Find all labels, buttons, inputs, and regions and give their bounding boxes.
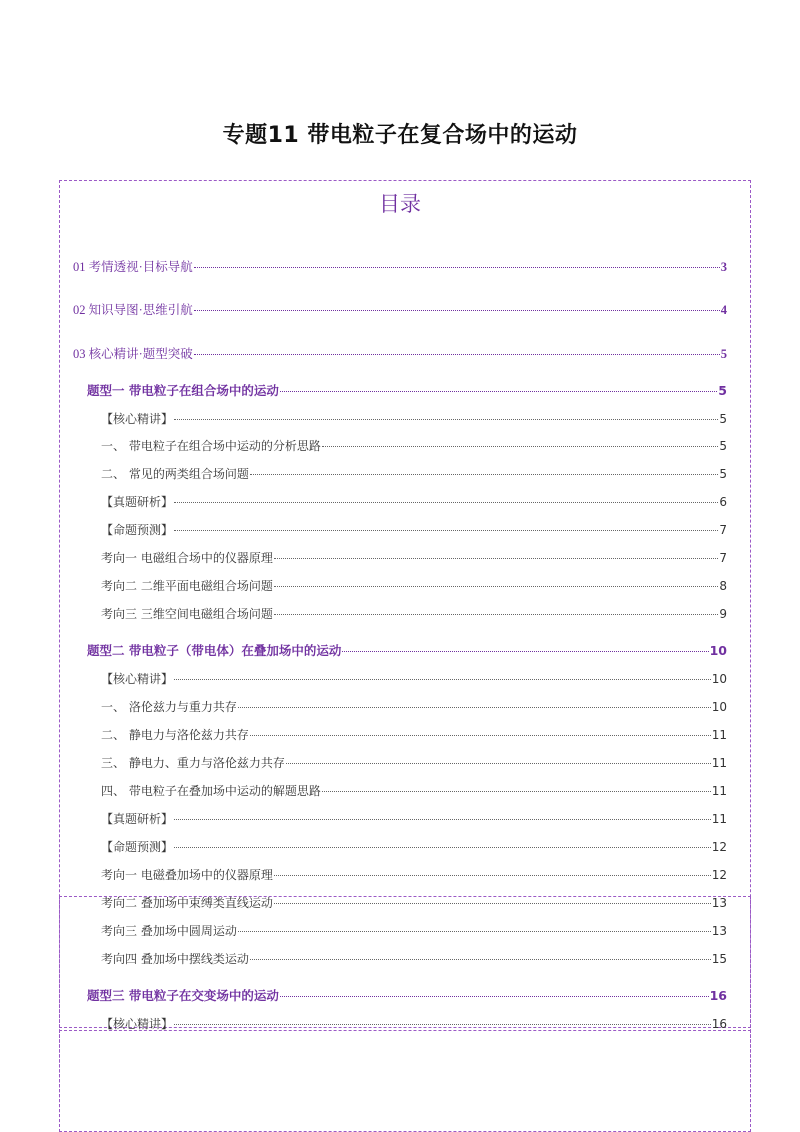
toc-entry-label: 二、 静电力与洛伦兹力共存 <box>101 728 249 742</box>
leader-dots <box>274 903 711 904</box>
toc-entry-page: 5 <box>719 467 727 481</box>
toc-entry-page: 7 <box>719 523 727 537</box>
leader-dots <box>194 310 720 311</box>
leader-dots <box>250 474 719 475</box>
toc-entry-page: 6 <box>719 495 727 509</box>
leader-dots <box>274 558 719 559</box>
toc-entry-page: 11 <box>711 756 727 770</box>
leader-dots <box>280 391 717 392</box>
leader-dots <box>274 614 719 615</box>
toc-entry-label: 考向二 二维平面电磁组合场问题 <box>101 579 273 593</box>
toc-entry-label: 三、 静电力、重力与洛伦兹力共存 <box>101 756 285 770</box>
toc-entry-core-lecture[interactable] <box>101 410 727 427</box>
toc-entry-page: 16 <box>709 988 727 1003</box>
toc-entry-direction[interactable] <box>101 577 727 594</box>
toc-entry-page: 11 <box>711 728 727 742</box>
toc-entry-label: 考向一 电磁组合场中的仪器原理 <box>101 551 273 565</box>
leader-dots <box>194 267 720 268</box>
toc-entry-topic-1[interactable] <box>87 381 727 399</box>
toc-entry-label: 考向一 电磁叠加场中的仪器原理 <box>101 868 273 882</box>
toc-entry-label: 【核心精讲】 <box>101 672 174 686</box>
toc-entry-prediction[interactable] <box>101 838 727 855</box>
toc-entry-label: 【真题研析】 <box>101 495 174 509</box>
toc-entry-label: 【命题预测】 <box>101 840 174 854</box>
toc-entry-page: 3 <box>720 260 727 274</box>
toc-entry-core-lecture[interactable] <box>101 670 727 687</box>
document-title: 专题11 带电粒子在复合场中的运动 <box>222 123 578 148</box>
toc-entry-label: 考向三 三维空间电磁组合场问题 <box>101 607 273 621</box>
leader-dots <box>286 763 711 764</box>
leader-dots <box>274 875 711 876</box>
toc-entry-page: 12 <box>711 868 727 882</box>
toc-entry-page: 5 <box>718 383 727 398</box>
toc-entry-direction[interactable] <box>101 866 727 883</box>
toc-entry-label: 02 知识导图·思维引航 <box>73 303 193 317</box>
toc-entry-label: 【核心精讲】 <box>101 1017 174 1031</box>
toc-entry-label: 一、 洛伦兹力与重力共存 <box>101 700 237 714</box>
toc-entry-page: 5 <box>719 412 727 426</box>
toc-entry-prediction[interactable] <box>101 521 727 538</box>
leader-dots <box>174 679 711 680</box>
leader-dots <box>274 586 719 587</box>
leader-dots <box>280 996 709 997</box>
toc-entry-page: 5 <box>720 347 727 361</box>
toc-entry-section-03[interactable] <box>73 344 727 362</box>
toc-entry-item[interactable] <box>101 437 727 454</box>
toc-entry-direction[interactable] <box>101 922 727 939</box>
toc-entry-label: 题型一 带电粒子在组合场中的运动 <box>87 383 279 398</box>
toc-heading: 目录 <box>379 192 421 216</box>
toc-entry-label: 考向四 叠加场中摆线类运动 <box>101 952 249 966</box>
leader-dots <box>174 847 711 848</box>
toc-entry-section-02[interactable] <box>73 300 727 318</box>
toc-entry-item[interactable] <box>101 465 727 482</box>
leader-dots <box>238 707 711 708</box>
toc-entry-page: 11 <box>711 812 727 826</box>
toc-entry-direction[interactable] <box>101 549 727 566</box>
toc-entry-page: 13 <box>711 924 727 938</box>
leader-dots <box>174 419 718 420</box>
leader-dots <box>174 530 718 531</box>
toc-entry-label: 【命题预测】 <box>101 523 174 537</box>
toc-entry-direction[interactable] <box>101 950 727 967</box>
toc-entry-direction[interactable] <box>101 605 727 622</box>
leader-dots <box>250 959 711 960</box>
toc-entry-page: 5 <box>719 439 727 453</box>
leader-dots <box>174 819 711 820</box>
toc-entry-page: 7 <box>719 551 727 565</box>
toc-entry-page: 9 <box>719 607 727 621</box>
toc-entry-page: 10 <box>711 672 727 686</box>
toc-entry-label: 01 考情透视·目标导航 <box>73 260 193 274</box>
toc-entry-label: 四、 带电粒子在叠加场中运动的解题思路 <box>101 784 321 798</box>
toc-entry-label: 【真题研析】 <box>101 812 174 826</box>
toc-entry-label: 考向三 叠加场中圆周运动 <box>101 924 237 938</box>
toc-entry-exam-analysis[interactable] <box>101 810 727 827</box>
toc-entry-label: 题型二 带电粒子（带电体）在叠加场中的运动 <box>87 643 342 658</box>
toc-entry-core-lecture[interactable] <box>101 1015 727 1032</box>
toc-entry-page: 13 <box>711 896 727 910</box>
toc-entry-label: 一、 带电粒子在组合场中运动的分析思路 <box>101 439 321 453</box>
toc-entry-topic-2[interactable] <box>87 641 727 659</box>
leader-dots <box>174 1024 711 1025</box>
toc-entry-direction[interactable] <box>101 894 727 911</box>
toc-entry-page: 8 <box>719 579 727 593</box>
toc-entry-label: 03 核心精讲·题型突破 <box>73 347 193 361</box>
toc-entry-page: 16 <box>711 1017 727 1031</box>
leader-dots <box>322 446 719 447</box>
toc-entry-label: 考向二 叠加场中束缚类直线运动 <box>101 896 273 910</box>
leader-dots <box>174 502 718 503</box>
toc-entry-page: 10 <box>709 643 727 658</box>
toc-entry-item[interactable] <box>101 782 727 799</box>
leader-dots <box>342 651 708 652</box>
toc-entry-page: 10 <box>711 700 727 714</box>
toc-entry-page: 11 <box>711 784 727 798</box>
toc-entry-label: 【核心精讲】 <box>101 412 174 426</box>
toc-entry-page: 4 <box>720 303 727 317</box>
toc-entry-topic-3[interactable] <box>87 986 727 1004</box>
leader-dots <box>238 931 711 932</box>
toc-entry-item[interactable] <box>101 698 727 715</box>
leader-dots <box>322 791 711 792</box>
toc-entry-section-01[interactable] <box>73 257 727 275</box>
leader-dots <box>194 354 720 355</box>
toc-entry-item[interactable] <box>101 726 727 743</box>
toc-entry-page: 15 <box>711 952 727 966</box>
toc-entry-label: 题型三 带电粒子在交变场中的运动 <box>87 988 279 1003</box>
toc-entry-label: 二、 常见的两类组合场问题 <box>101 467 249 481</box>
toc-entry-exam-analysis[interactable] <box>101 493 727 510</box>
toc-entry-item[interactable] <box>101 754 727 771</box>
leader-dots <box>250 735 711 736</box>
toc-entry-page: 12 <box>711 840 727 854</box>
